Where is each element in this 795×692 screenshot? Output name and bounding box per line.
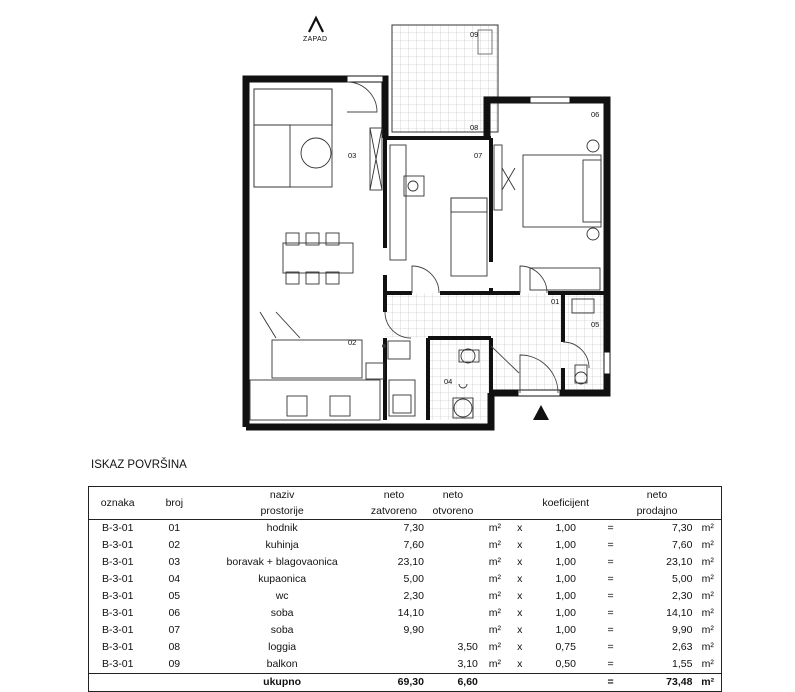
cell-naziv: soba: [270, 624, 294, 636]
table-row: [89, 554, 722, 571]
cell-equals: =: [607, 522, 614, 534]
cell-unit: m²: [488, 607, 501, 619]
cell-otvoreno: [426, 622, 480, 639]
cell-naziv: wc: [275, 590, 289, 602]
cell-oznaka: B-3-01: [89, 520, 147, 538]
living-room-furniture: [254, 89, 382, 284]
cell-equals: =: [607, 539, 614, 551]
room-label-06: 06: [591, 110, 600, 119]
header-koeficijent: koeficijent: [530, 495, 602, 512]
cell-koeficijent: 1,00: [555, 590, 576, 602]
cell-zatvoreno: 2,30: [403, 590, 424, 602]
cell-broj: 08: [168, 641, 181, 653]
table-row: [89, 656, 722, 674]
cell-zatvoreno: 23,10: [397, 556, 424, 568]
header-otvoreno: otvoreno: [426, 503, 480, 520]
cell-prodajno: 7,60: [672, 539, 693, 551]
cell-unit2: m²: [694, 554, 721, 571]
header-broj: broj: [146, 495, 202, 512]
table-row: [89, 639, 722, 656]
header-prodajno: prodajno: [620, 503, 695, 520]
cell-unit2: m²: [694, 571, 721, 588]
cell-koeficijent: 1,00: [555, 556, 576, 568]
cell-oznaka: B-3-01: [89, 656, 147, 674]
room-label-05: 05: [591, 320, 600, 329]
total-otvoreno: 6,60: [426, 674, 480, 692]
cell-prodajno: 9,90: [672, 624, 693, 636]
cell-naziv: soba: [270, 607, 294, 619]
cell-zatvoreno: [362, 639, 426, 656]
cell-oznaka: B-3-01: [89, 588, 147, 605]
header-neto-prodajno: neto: [620, 487, 695, 504]
cell-zatvoreno: 7,60: [403, 539, 424, 551]
cell-unit: m²: [488, 573, 501, 585]
cell-prodajno: 14,10: [666, 607, 693, 619]
cell-koeficijent: 0,50: [555, 658, 576, 670]
table-row: [89, 605, 722, 622]
cell-times: x: [517, 590, 523, 602]
entrance-arrow-icon: [533, 405, 549, 420]
north-label: ZAPAD: [303, 36, 328, 43]
cell-oznaka: B-3-01: [89, 571, 147, 588]
cell-broj: 03: [168, 556, 181, 568]
total-label: ukupno: [202, 674, 362, 692]
total-prodajno: 73,48: [620, 674, 695, 692]
cell-unit: m²: [488, 624, 501, 636]
cell-unit2: m²: [694, 537, 721, 554]
cell-broj: 09: [168, 658, 181, 670]
cell-prodajno: 5,00: [672, 573, 693, 585]
floor-tiles-hall: [385, 293, 563, 338]
room-label-08: 08: [470, 123, 479, 132]
cell-times: x: [517, 607, 523, 619]
room-label-07: 07: [474, 151, 483, 160]
cell-equals: =: [607, 658, 614, 670]
room-label-03: 03: [348, 151, 357, 160]
cell-equals: =: [607, 607, 614, 619]
cell-naziv: kuhinja: [265, 539, 299, 551]
cell-times: x: [517, 573, 523, 585]
cell-times: x: [517, 556, 523, 568]
cell-times: x: [517, 641, 523, 653]
table-row: [89, 571, 722, 588]
cell-zatvoreno: 14,10: [397, 607, 424, 619]
total-zatvoreno: 69,30: [362, 674, 426, 692]
cell-prodajno: 7,30: [672, 522, 693, 534]
cell-equals: =: [607, 556, 614, 568]
cell-otvoreno: [426, 605, 480, 622]
cell-prodajno: 2,63: [672, 641, 693, 653]
room-label-04: 04: [444, 377, 453, 386]
header-zatvoreno: zatvoreno: [362, 503, 426, 520]
cell-broj: 05: [168, 590, 181, 602]
floor-tiles-entry: [491, 338, 563, 393]
header-neto-zatvoreno: neto: [362, 487, 426, 504]
total-row: [89, 674, 722, 692]
cell-koeficijent: 1,00: [555, 522, 576, 534]
cell-times: x: [517, 539, 523, 551]
cell-zatvoreno: 9,90: [403, 624, 424, 636]
cell-naziv: boravak + blagovaonica: [226, 556, 338, 568]
room-label-01: 01: [551, 297, 560, 306]
header-naziv: naziv: [202, 487, 362, 504]
kitchen-units: [250, 312, 386, 420]
cell-naziv: balkon: [266, 658, 298, 670]
cell-times: x: [517, 658, 523, 670]
cell-koeficijent: 1,00: [555, 607, 576, 619]
cell-unit: m²: [488, 641, 501, 653]
cell-naziv: hodnik: [266, 522, 298, 534]
room-07-furniture: [390, 145, 487, 276]
cell-oznaka: B-3-01: [89, 622, 147, 639]
cell-otvoreno: [426, 520, 480, 538]
cell-otvoreno: [426, 588, 480, 605]
cell-oznaka: B-3-01: [89, 639, 147, 656]
cell-unit2: m²: [694, 622, 721, 639]
cell-zatvoreno: [362, 656, 426, 674]
cell-naziv: loggia: [268, 641, 297, 653]
cell-otvoreno: 3,10: [457, 658, 478, 670]
cell-unit2: m²: [694, 605, 721, 622]
north-arrow-icon: [309, 18, 323, 32]
cell-otvoreno: [426, 571, 480, 588]
room-label-09: 09: [470, 30, 479, 39]
cell-otvoreno: 3,50: [457, 641, 478, 653]
cell-unit: m²: [488, 522, 501, 534]
table-row: [89, 588, 722, 605]
cell-unit2: m²: [694, 520, 721, 538]
cell-koeficijent: 0,75: [555, 641, 576, 653]
room-06-furniture: [494, 140, 601, 290]
cell-oznaka: B-3-01: [89, 537, 147, 554]
cell-prodajno: 23,10: [666, 556, 693, 568]
header-row-2: [89, 503, 722, 520]
total-equals: =: [602, 674, 620, 692]
floor-tiles-balcony: [392, 25, 498, 132]
cell-broj: 02: [168, 539, 181, 551]
cell-unit: m²: [488, 539, 501, 551]
header-neto-otvoreno: neto: [426, 487, 480, 504]
cell-unit: m²: [488, 590, 501, 602]
cell-otvoreno: [426, 537, 480, 554]
cell-koeficijent: 1,00: [555, 539, 576, 551]
cell-oznaka: B-3-01: [89, 605, 147, 622]
cell-zatvoreno: 7,30: [403, 522, 424, 534]
cell-broj: 01: [168, 522, 181, 534]
cell-unit2: m²: [694, 656, 721, 674]
cell-unit: m²: [488, 658, 501, 670]
cell-prodajno: 2,30: [672, 590, 693, 602]
room-label-02: 02: [348, 338, 357, 347]
total-unit: m²: [694, 674, 721, 692]
table-title: ISKAZ POVRŠINA: [91, 459, 187, 471]
cell-broj: 07: [168, 624, 181, 636]
cell-equals: =: [607, 573, 614, 585]
cell-equals: =: [607, 590, 614, 602]
header-oznaka: oznaka: [89, 495, 147, 512]
table-row: [89, 537, 722, 554]
cell-koeficijent: 1,00: [555, 573, 576, 585]
table-row: [89, 622, 722, 639]
cell-equals: =: [607, 624, 614, 636]
cell-times: x: [517, 522, 523, 534]
cell-koeficijent: 1,00: [555, 624, 576, 636]
cell-naziv: kupaonica: [258, 573, 307, 585]
table-row: [89, 520, 722, 538]
cell-unit2: m²: [694, 639, 721, 656]
cell-broj: 06: [168, 607, 181, 619]
cell-times: x: [517, 624, 523, 636]
cell-unit2: m²: [694, 588, 721, 605]
cell-broj: 04: [168, 573, 181, 585]
cell-zatvoreno: 5,00: [403, 573, 424, 585]
area-table: [88, 486, 722, 692]
cell-oznaka: B-3-01: [89, 554, 147, 571]
cell-unit: m²: [488, 556, 501, 568]
cell-otvoreno: [426, 554, 480, 571]
header-prostorije: prostorije: [202, 503, 362, 520]
cell-prodajno: 1,55: [672, 658, 693, 670]
cell-equals: =: [607, 641, 614, 653]
